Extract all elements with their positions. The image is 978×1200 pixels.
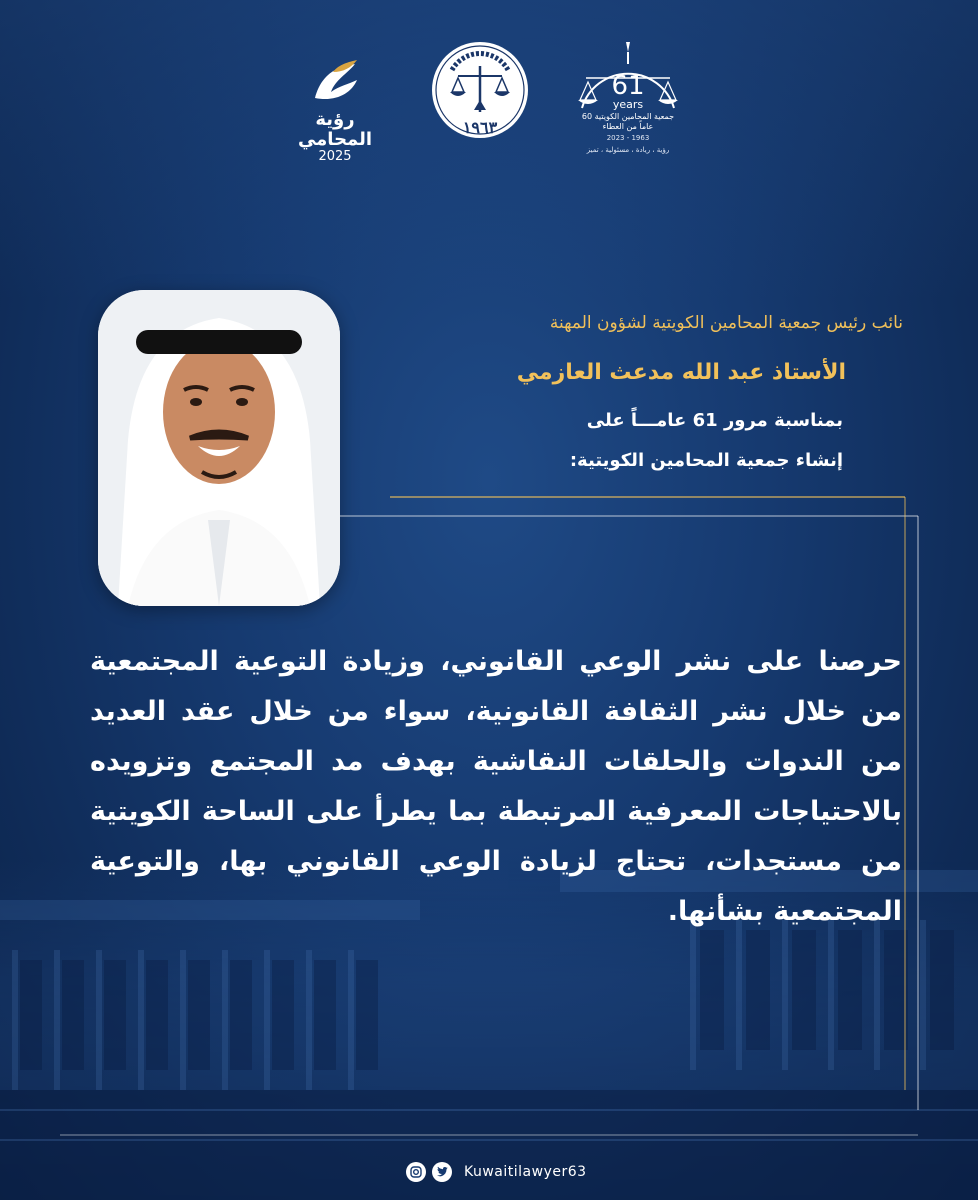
anniversary-dates: 2023 - 1963 xyxy=(606,134,650,142)
anniversary-years-label: years xyxy=(612,98,644,111)
vision-label: رؤية المحامي xyxy=(297,109,373,150)
speaker-portrait xyxy=(98,290,340,606)
anniversary-subtitle: جمعية المحامين الكويتية 60 عاماً من العطاء xyxy=(581,112,675,131)
occasion-line-2: إنشاء جمعية المحامين الكويتية: xyxy=(569,450,843,471)
anniversary-61-logo xyxy=(568,38,688,158)
social-handle[interactable]: Kuwaitilawyer63 xyxy=(464,1164,587,1180)
vision-2025-logo xyxy=(285,58,385,164)
occasion-line-1: بمناسبة مرور 61 عامـــاً على xyxy=(586,410,843,431)
society-seal-logo xyxy=(430,40,530,140)
speaker-name: الأستاذ عبد الله مدعث العازمي xyxy=(516,360,846,385)
anniversary-motto: رؤية ، ريادة ، مسئولية ، تميز xyxy=(586,146,670,154)
instagram-icon[interactable] xyxy=(406,1162,426,1182)
twitter-icon[interactable] xyxy=(432,1162,452,1182)
portrait-illustration xyxy=(98,290,340,606)
society-founding-year: ١٩٦٣ xyxy=(462,118,498,137)
social-bar xyxy=(406,1160,587,1184)
anniversary-number: 61 xyxy=(611,71,645,101)
quote-text: حرصنا على نشر الوعي القانوني، وزيادة التوعية المجتمعية من خلال نشر الثقافة القانونية، سواء من خلال عقد العديد من الندوات والحلقات النقاشية بهدف مد المجتمع وتزويده بالاحتياجات المعرفية المرتبطة بما يطرأ على الساحة الكويتية من مستجدات، تحتاج لزيادة الوعي القانوني بها، والتوعية المجتمعية بشأنها. xyxy=(90,646,902,927)
vision-year: 2025 xyxy=(318,149,352,164)
speaker-role: نائب رئيس جمعية المحامين الكويتية لشؤون المهنة xyxy=(549,313,903,333)
calligraphy-emblem-icon xyxy=(305,58,365,108)
